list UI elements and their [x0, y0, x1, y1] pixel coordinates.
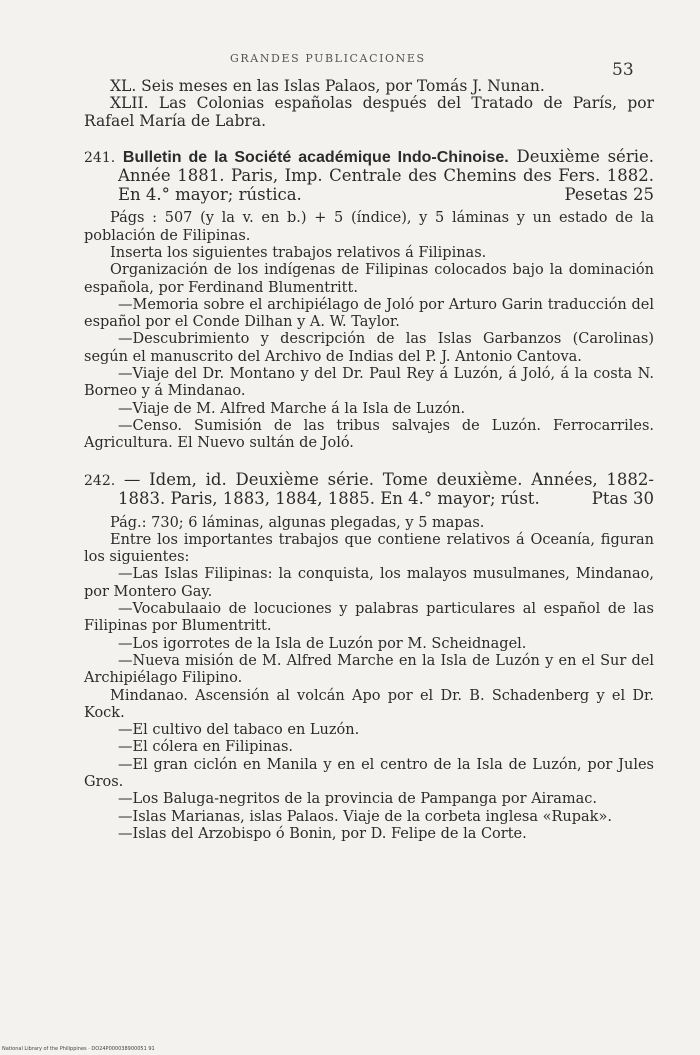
entry-number: 242. [84, 472, 116, 489]
paragraph: Mindanao. Ascensión al volcán Apo por el Dr. B. Schadenberg y el Dr. Kock. [84, 687, 654, 721]
paragraph: —Vocabulaaio de locuciones y palabras particulares al español de las Filipinas por Blumentritt. [84, 601, 654, 635]
page-number: 53 [612, 60, 634, 80]
page-content [84, 78, 654, 843]
paragraph: Inserta los siguientes trabajos relativos á Filipinas. [110, 244, 487, 261]
paragraph: —Islas Marianas, islas Palaos. Viaje de la corbeta inglesa «Rupak». [118, 808, 612, 825]
paragraph: Entre los importantes trabajos que contiene relativos á Oceanía, figuran los siguientes: [84, 531, 654, 566]
paragraph: —Los Baluga-negritos de la provincia de Pampanga por Airamac. [118, 791, 598, 808]
paragraph: Organización de los indígenas de Filipinas colocados bajo la dominación española, por Ferdinand Blumentritt. [84, 262, 654, 296]
entry-title: Bulletin de la Société académique Indo-Chinoise. [122, 148, 509, 166]
paragraph: —El cultivo del tabaco en Luzón. [118, 722, 360, 739]
paragraph: —Memoria sobre el archipiélago de Joló por Arturo Garin traducción del español por el Conde Dilhan y A. W. Taylor. [84, 296, 654, 331]
paragraph: —Viaje del Dr. Montano y del Dr. Paul Rey á Luzón, á Joló, á la costa N. Borneo y á Mindanao. [84, 366, 654, 400]
paragraph: —Las Islas Filipinas: la conquista, los malayos musulmanes, Mindanao, por Montero Gay. [84, 566, 654, 600]
list-item: XL. Seis meses en las Islas Palaos, por Tomás J. Nunan. [110, 77, 545, 95]
entry-241-heading [84, 148, 654, 205]
entry-242-body [84, 515, 654, 844]
entry-241-body [84, 210, 654, 452]
paragraph: —Viaje de M. Alfred Marche á la Isla de Luzón. [118, 400, 466, 417]
entry-242-heading [84, 471, 654, 509]
running-header: GRANDES PUBLICACIONES [230, 52, 426, 65]
paragraph: —Censo. Sumisión de las tribus salvajes de Luzón. Ferrocarriles. Agricultura. El Nuevo sultán de Joló. [84, 417, 654, 452]
paragraph: Pág.: 730; 6 láminas, algunas plegadas, y 5 mapas. [110, 514, 485, 531]
paragraph: —Islas del Arzobispo ó Bonin, por D. Felipe de la Corte. [118, 825, 527, 842]
entry-details: Deuxième série. Année 1881. Paris, Imp. Centrale des Chemins des Fers. 1882. En 4.° mayor; rústica. [118, 146, 654, 204]
list-item: XLII. Las Colonias españolas después del Tratado de París, por Rafael María de Labra. [84, 94, 654, 130]
paragraph: —Descubrimiento y descripción de las Islas Garbanzos (Carolinas) según el manuscrito del Archivo de Indias del P. J. Antonio Cantova. [84, 331, 654, 365]
entry-title: — Idem, id. Deuxième série. Tome deuxième. Années, 1882-1883. Paris, 1883, 1884, 1885. En 4.° mayor; rúst. [118, 469, 654, 509]
paragraph: —El cólera en Filipinas. [118, 739, 294, 756]
entry-number: 241. [84, 149, 116, 166]
paragraph: —Los igorrotes de la Isla de Luzón por M. Scheidnagel. [118, 635, 527, 652]
paragraph: —El gran ciclón en Manila y en el centro de la Isla de Luzón, por Jules Gros. [84, 756, 654, 790]
entry-price: Ptas 30 [591, 489, 654, 509]
paragraph: —Nueva misión de M. Alfred Marche en la Isla de Luzón y en el Sur del Archipiélago Filipino. [84, 652, 654, 687]
scan-credit: National Library of the Philippines · DO24P000038900051 91 [2, 1046, 155, 1052]
entry-price: Pesetas 25 [564, 184, 654, 204]
paragraph: Págs : 507 (y la v. en b.) + 5 (índice), y 5 láminas y un estado de la población de Filipinas. [84, 210, 654, 244]
